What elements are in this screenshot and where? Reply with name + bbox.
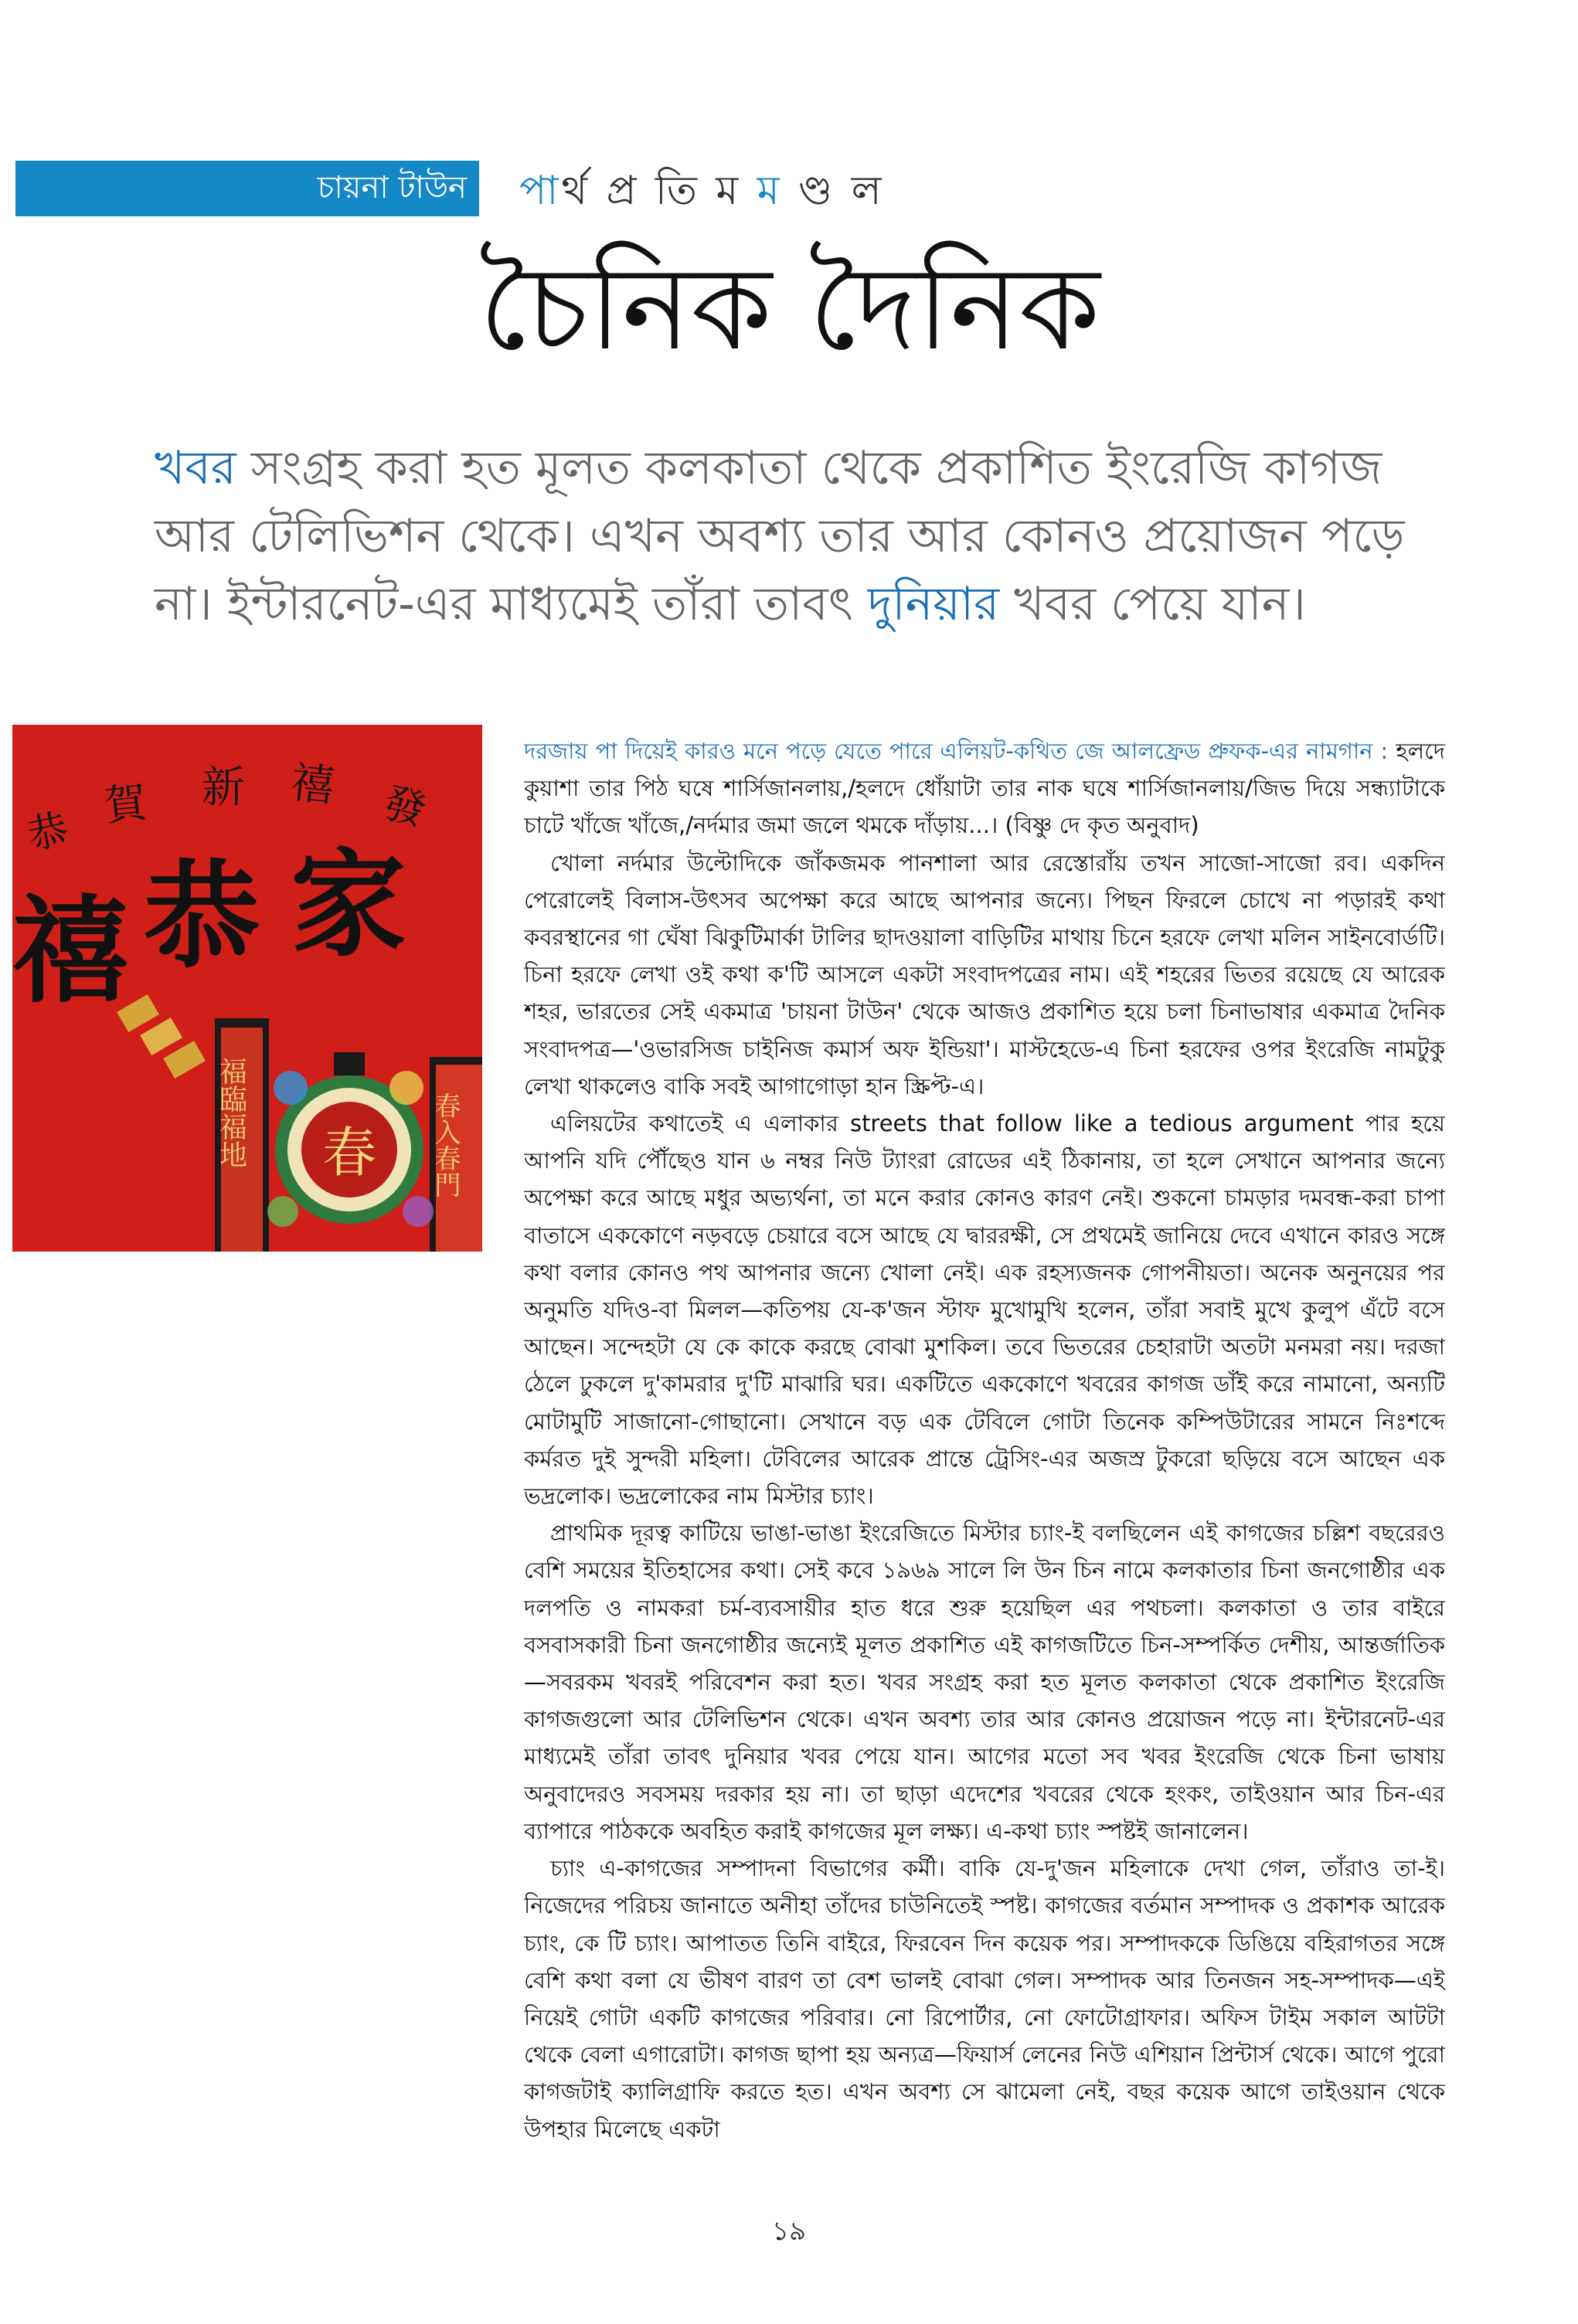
standfirst-text-1: সংগ্রহ করা হত মূলত কলকাতা থেকে প্রকাশিত ইংরেজি কাগজ আর টেলিভিশন থেকে। এখন অবশ্য তার আর কোনও প্রয়োজন পড়ে না। ইন্টারনেট-এর মাধ্যমেই তাঁরা তাবৎ bbox=[155, 441, 1405, 631]
ornament-swirl-1 bbox=[274, 1071, 308, 1105]
top-glyph-5: 發 bbox=[379, 778, 431, 836]
big-glyph-2: 恭 bbox=[144, 848, 260, 984]
top-glyph-4: 禧 bbox=[288, 757, 337, 813]
article-kicker: দরজায় পা দিয়েই কারও মনে পড়ে যেতে পারে এলিয়ট-কথিত জে আলফ্রেড প্রুফক-এর নামগান : bbox=[524, 738, 1389, 764]
standfirst-highlight-2: দুনিয়ার bbox=[867, 577, 1000, 631]
big-glyph-3: 家 bbox=[291, 837, 407, 973]
big-glyph-1: 禧 bbox=[12, 883, 129, 1019]
right-scroll bbox=[430, 1057, 482, 1252]
left-scroll bbox=[215, 1018, 269, 1252]
author-name-part: র্থ প্র তি ম bbox=[561, 168, 757, 214]
headline: চৈনিক দৈনিক bbox=[479, 242, 1100, 376]
article-lead-text: হলদে কুয়াশা তার পিঠ ঘষে শার্সিজানলায়,/হলদে ধোঁয়াটা তার নাক ঘষে শার্সিজানলায়/জিভ দিয়ে সন্ধ্যাটাকে চাটে খাঁজে খাঁজে,/নর্দমার জমা জলে থমকে দাঁড়ায়...। (বিষ্ণু দে কৃত অনুবাদ) bbox=[524, 738, 1445, 839]
author-initial: পা bbox=[519, 168, 562, 214]
article-paragraph: চ্যাং এ-কাগজের সম্পাদনা বিভাগের কর্মী। বাকি যে-দু'জন মহিলাকে দেখা গেল, তাঁরাও তা-ই। নিজেদের পরিচয় জানাতে অনীহা তাঁদের চাউনিতেই স্পষ্ট। কাগজের বর্তমান সম্পাদক ও প্রকাশক আরেক চ্যাং, কে টি চ্যাং। আপাতত তিনি বাইরে, ফিরবেন দিন কয়েক পর। সম্পাদককে ডিঙিয়ে বহিরাগতর সঙ্গে বেশি কথা বলা যে ভীষণ বারণ তা বেশ ভালই বোঝা গেল। সম্পাদক আর তিনজন সহ-সম্পাদক—এই নিয়েই গোটা একটি কাগজের পরিবার। নো রিপোর্টার, নো ফোটোগ্রাফার। অফিস টাইম সকাল আটটা থেকে বেলা এগারোটা। কাগজ ছাপা হয় অন্যত্র—ফিয়ার্স লেনের নিউ এশিয়ান প্রিন্টার্স থেকে। আগে পুরো কাগজটাই ক্যালিগ্রাফি করতে হত। এখন অবশ্য সে ঝামেলা নেই, বছর কয়েক আগে তাইওয়ান থেকে উপহার মিলেছে একটা bbox=[524, 1855, 1445, 2142]
section-tag: চায়না টাউন bbox=[15, 161, 479, 216]
ornament-swirl-4 bbox=[403, 1196, 434, 1227]
chinatown-photo-art bbox=[12, 725, 482, 1252]
article-paragraph: প্রাথমিক দূরত্ব কাটিয়ে ভাঙা-ভাঙা ইংরেজিতে মিস্টার চ্যাং-ই বলছিলেন এই কাগজের চল্লিশ বছরেরও বেশি সময়ের ইতিহাসের কথা। সেই কবে ১৯৬৯ সালে লি উন চিন নামে কলকাতার চিনা জনগোষ্ঠীর এক দলপতি ও নামকরা চর্ম-ব্যবসায়ীর হাত ধরে শুরু হয়েছিল এর পথচলা। কলকাতা ও তার বাইরে বসবাসকারী চিনা জনগোষ্ঠীর জন্যেই মূলত প্রকাশিত এই কাগজটিতে চিন-সম্পর্কিত দেশীয়, আন্তর্জাতিক—সবরকম খবরই পরিবেশন করা হত। খবর সংগ্রহ করা হত মূলত কলকাতা থেকে প্রকাশিত ইংরেজি কাগজগুলো আর টেলিভিশন থেকে। এখন অবশ্য তার আর কোনও প্রয়োজন পড়ে না। ইন্টারনেট-এর মাধ্যমেই তাঁরা তাবৎ দুনিয়ার খবর পেয়ে যান। আগের মতো সব খবর ইংরেজি থেকে চিনা ভাষায় অনুবাদেরও সবসময় দরকার হয় না। তা ছাড়া এদেশের খবরের থেকে হংকং, তাইওয়ান আর চিন-এর ব্যাপারে পাঠককে অবহিত করাই কাগজের মূল লক্ষ্য। এ-কথা চ্যাং স্পষ্টই জানালেন। bbox=[524, 1520, 1445, 1844]
right-scroll-text: 春入春門 bbox=[430, 1092, 461, 1198]
top-glyph-2: 賀 bbox=[102, 777, 149, 831]
top-glyph-3: 新 bbox=[202, 763, 245, 813]
author-surname-initial: ম bbox=[757, 168, 783, 214]
ornament-swirl-2 bbox=[389, 1071, 423, 1105]
top-glyph-1: 恭 bbox=[23, 805, 73, 860]
article-paragraph: এলিয়টের কথাতেই এ এলাকার streets that follow like a tedious argument পার হয়ে আপনি যদি পৌঁছেও যান ৬ নম্বর নিউ ট্যাংরা রোডের এই ঠিকানায়, তা হলে সেখানে আপনার জন্যে অপেক্ষা করে আছে মধুর অভ্যর্থনা, তা মনে করার কোনও কারণ নেই। শুকনো চামড়ার দমবন্ধ-করা চাপা বাতাসে এককোণে নড়বড়ে চেয়ারে বসে আছে যে দ্বাররক্ষী, সে প্রথমেই জানিয়ে দেবে এখানে কারও সঙ্গে কথা বলার কোনও পথ আপনার জন্যে খোলা নেই। এক রহস্যজনক গোপনীয়তা। অনেক অনুনয়ের পর অনুমতি যদিও-বা মিলল—কতিপয় যে-ক'জন স্টাফ মুখোমুখি হলেন, তাঁরা সবাই মুখে কুলুপ এঁটে বসে আছেন। সন্দেহটা যে কে কাকে করছে বোঝা মুশকিল। তবে ভিতরের চেহারাটা অতটা মনমরা নয়। দরজা ঠেলে ঢুকলে দু'কামরার দু'টি মাঝারি ঘর। একটিতে এককোণে খবরের কাগজ ডাঁই করে নামানো, অন্যটি মোটামুটি সাজানো-গোছানো। সেখানে বড় এক টেবিলে গোটা তিনেক কম্পিউটারের সামনে নিঃশব্দে কর্মরত দুই সুন্দরী মহিলা। টেবিলের আরেক প্রান্তে ট্রেসিং-এর অজস্র টুকরো ছড়িয়ে বসে আছেন এক ভদ্রলোক। ভদ্রলোকের নাম মিস্টার চ্যাং। bbox=[524, 1110, 1445, 1510]
ornament-swirl-3 bbox=[267, 1196, 298, 1227]
article-body bbox=[524, 732, 1445, 2216]
author-surname-part: ণ্ড ল bbox=[782, 168, 885, 214]
medallion-glyph: 春 bbox=[322, 1121, 376, 1184]
article-paragraph: খোলা নর্দমার উল্টোদিকে জাঁকজমক পানশালা আর রেস্তোরাঁয় তখন সাজো-সাজো রব। একদিন পেরোলেই বিলাস-উৎসব অপেক্ষা করে আছে আপনার জন্যে। পিছন ফিরলে চোখে না পড়ারই কথা কবরস্থানের গা ঘেঁষা ঝিকুটিমার্কা টালির ছাদওয়ালা বাড়িটির মাথায় চিনে হরফে লেখা মলিন সাইনবোর্ডটি। চিনা হরফে লেখা ওই কথা ক'টি আসলে একটা সংবাদপত্রের নাম। এই শহরের ভিতর রয়েছে যে আরেক শহর, ভারতের সেই একমাত্র 'চায়না টাউন' থেকে আজও প্রকাশিত হয়ে চলা চিনাভাষার একমাত্র দৈনিক সংবাদপত্র—'ওভারসিজ চাইনিজ কমার্স অফ ইন্ডিয়া'। মাস্টহেডে-এ চিনা হরফের ওপর ইংরেজি নামটুকু লেখা থাকলেও বাকি সবই আগাগোড়া হান স্ক্রিপ্ট-এ। bbox=[524, 849, 1445, 1099]
standfirst bbox=[155, 434, 1437, 638]
standfirst-highlight-1: খবর bbox=[155, 441, 236, 495]
article-lead-paragraph bbox=[524, 732, 1445, 844]
medallion-hanger bbox=[334, 1052, 365, 1075]
author-byline bbox=[519, 159, 885, 226]
standfirst-text-2: খবর পেয়ে যান। bbox=[999, 577, 1306, 631]
page-number: ১৯ bbox=[771, 2216, 807, 2247]
left-scroll-text: 福臨福地 bbox=[215, 1057, 247, 1168]
chinatown-photo bbox=[12, 725, 482, 1252]
